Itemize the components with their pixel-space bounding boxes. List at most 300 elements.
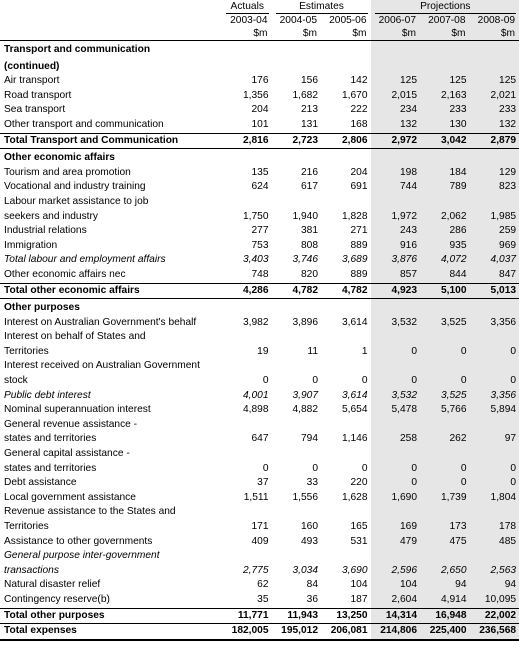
value-cell: 0: [420, 345, 470, 360]
value-cell: 409: [251, 535, 269, 547]
value-cell: 3,525: [420, 389, 470, 404]
subtotal-row: [0, 283, 519, 299]
value-cell: 10,095: [470, 593, 519, 608]
unit-header: $m: [371, 27, 421, 41]
value-cell: 214,806: [371, 624, 421, 640]
value-cell: 2,775: [243, 564, 269, 576]
row-label: Tourism and area promotion: [4, 166, 131, 178]
value-cell: 173: [420, 520, 470, 535]
value-cell: 2,604: [371, 593, 421, 608]
row-label: Assistance to other governments: [4, 535, 153, 547]
row-label: Sea transport: [4, 104, 66, 116]
value-cell: 11,771: [222, 608, 272, 624]
table-row: [0, 476, 519, 491]
value-cell: 13,250: [321, 608, 371, 624]
table-row: [0, 239, 519, 254]
row-label: Revenue assistance to the States and: [4, 506, 176, 518]
value-cell: 125: [420, 74, 470, 89]
value-cell: 101: [251, 118, 269, 130]
table-row: [0, 195, 519, 210]
row-label: states and territories: [4, 462, 97, 474]
header-group-estimates: Estimates: [272, 0, 371, 14]
value-cell: 160: [301, 521, 318, 532]
value-cell: 198: [371, 166, 421, 181]
value-cell: 4,923: [371, 283, 421, 299]
value-cell: 204: [350, 166, 368, 178]
value-cell: [420, 505, 470, 520]
row-label: Public debt interest: [4, 389, 91, 401]
table-row: [0, 345, 519, 360]
year-header: 2003-04: [230, 15, 268, 26]
table-row: [0, 359, 519, 374]
unit-header: $m: [470, 27, 519, 41]
value-cell: 259: [470, 224, 519, 239]
value-cell: 125: [470, 74, 519, 89]
value-cell: 104: [350, 579, 368, 591]
header-units-row: [0, 27, 519, 41]
value-cell: 3,356: [470, 316, 519, 331]
value-cell: 647: [251, 433, 269, 445]
value-cell: 2,021: [470, 89, 519, 104]
table-header: [0, 0, 519, 41]
value-cell: 0: [470, 476, 519, 491]
value-cell: 129: [470, 166, 519, 181]
table-row: [0, 374, 519, 389]
value-cell: 5,013: [470, 283, 519, 299]
value-cell: 820: [301, 268, 318, 280]
value-cell: 187: [350, 593, 368, 605]
value-cell: 84: [306, 579, 318, 591]
value-cell: 2,015: [371, 89, 421, 104]
value-cell: 233: [470, 103, 519, 118]
value-cell: 857: [371, 268, 421, 283]
value-cell: [272, 549, 322, 564]
value-cell: 935: [420, 239, 470, 254]
value-cell: [371, 195, 421, 210]
row-label: states and territories: [4, 433, 97, 445]
value-cell: 1,682: [292, 89, 318, 101]
value-cell: 0: [470, 462, 519, 477]
value-cell: 286: [420, 224, 470, 239]
value-cell: [321, 359, 371, 374]
table-row: [0, 505, 519, 520]
value-cell: [222, 58, 272, 75]
value-cell: 2,879: [470, 133, 519, 149]
table-row: [0, 462, 519, 477]
section-heading-row: [0, 299, 519, 316]
value-cell: 3,614: [342, 316, 368, 328]
value-cell: [371, 549, 421, 564]
value-cell: [371, 447, 421, 462]
table-row: [0, 253, 519, 268]
row-label: Local government assistance: [4, 491, 136, 503]
value-cell: 0: [420, 476, 470, 491]
value-cell: 1,940: [292, 210, 318, 222]
value-cell: 531: [350, 535, 368, 547]
value-cell: [321, 149, 371, 166]
value-cell: [420, 418, 470, 433]
unit-header: $m: [222, 27, 272, 41]
value-cell: 178: [470, 520, 519, 535]
value-cell: 789: [420, 180, 470, 195]
table-row: [0, 578, 519, 593]
value-cell: 808: [301, 239, 318, 251]
section-heading-row: [0, 58, 519, 75]
value-cell: 4,898: [243, 404, 269, 416]
value-cell: 171: [251, 521, 269, 532]
value-cell: 206,081: [321, 624, 371, 640]
value-cell: 0: [371, 345, 421, 360]
subtotal-row: [0, 608, 519, 624]
row-label: stock: [4, 375, 28, 387]
value-cell: 2,563: [470, 564, 519, 579]
value-cell: 4,037: [470, 253, 519, 268]
year-header: 2005-06: [329, 15, 367, 26]
value-cell: 624: [251, 181, 269, 193]
value-cell: 0: [262, 462, 269, 474]
subtotal-row: [0, 133, 519, 149]
value-cell: [371, 359, 421, 374]
value-cell: 748: [251, 268, 269, 280]
value-cell: 0: [420, 374, 470, 389]
value-cell: 204: [251, 104, 269, 116]
value-cell: [420, 447, 470, 462]
row-label: General capital assistance -: [4, 448, 130, 460]
section-heading-row: [0, 41, 519, 58]
value-cell: 216: [301, 166, 318, 178]
row-label: Vocational and industry training: [4, 181, 146, 193]
row-label: Immigration: [4, 239, 58, 251]
value-cell: 1,670: [342, 89, 368, 101]
unit-header: $m: [272, 27, 322, 41]
row-label: Territories: [4, 345, 49, 357]
value-cell: 916: [371, 239, 421, 254]
value-cell: [222, 549, 272, 564]
value-cell: 22,002: [470, 608, 519, 624]
value-cell: 169: [371, 520, 421, 535]
value-cell: 691: [350, 181, 368, 193]
value-cell: 844: [420, 268, 470, 283]
value-cell: 1,804: [470, 491, 519, 506]
value-cell: 36: [306, 593, 318, 605]
table-row: [0, 224, 519, 239]
table-row: [0, 535, 519, 550]
table-row: [0, 564, 519, 579]
unit-header: $m: [321, 27, 371, 41]
value-cell: 258: [371, 432, 421, 447]
value-cell: 271: [350, 225, 368, 237]
value-cell: [420, 195, 470, 210]
row-label: Industrial relations: [4, 225, 87, 237]
value-cell: [222, 299, 272, 316]
unit-header: $m: [420, 27, 470, 41]
header-groups-row: [0, 0, 519, 14]
value-cell: 1,556: [292, 491, 318, 503]
table-row: [0, 432, 519, 447]
value-cell: [272, 149, 322, 166]
value-cell: 125: [371, 74, 421, 89]
value-cell: 1,828: [342, 210, 368, 222]
row-label: Nominal superannuation interest: [4, 404, 151, 416]
value-cell: [470, 418, 519, 433]
value-cell: [420, 58, 470, 75]
value-cell: [272, 58, 322, 75]
value-cell: 135: [251, 166, 269, 178]
value-cell: 220: [350, 477, 368, 489]
value-cell: 176: [251, 75, 269, 87]
table-row: [0, 210, 519, 225]
value-cell: 0: [420, 462, 470, 477]
value-cell: 969: [470, 239, 519, 254]
value-cell: 2,723: [272, 133, 322, 149]
table-row: [0, 418, 519, 433]
value-cell: 1,750: [243, 210, 269, 222]
value-cell: 5,894: [470, 403, 519, 418]
value-cell: 130: [420, 118, 470, 133]
value-cell: 0: [470, 345, 519, 360]
value-cell: [222, 447, 272, 462]
value-cell: 277: [251, 225, 269, 237]
header-group-projections: Projections: [371, 0, 519, 14]
row-label: Debt assistance: [4, 477, 77, 489]
value-cell: 794: [301, 433, 318, 445]
section-heading-row: [0, 149, 519, 166]
value-cell: 262: [420, 432, 470, 447]
year-header: 2007-08: [420, 14, 470, 27]
value-cell: 243: [371, 224, 421, 239]
value-cell: 3,034: [292, 564, 318, 576]
value-cell: 3,042: [420, 133, 470, 149]
row-label: Total other economic affairs: [0, 283, 222, 299]
value-cell: 2,163: [420, 89, 470, 104]
value-cell: 493: [301, 535, 318, 547]
value-cell: 0: [262, 375, 269, 387]
value-cell: 4,782: [272, 283, 322, 299]
value-cell: [371, 418, 421, 433]
value-cell: 104: [371, 578, 421, 593]
table-row: [0, 268, 519, 283]
value-cell: [470, 505, 519, 520]
value-cell: [321, 58, 371, 75]
value-cell: 131: [301, 118, 318, 130]
value-cell: 5,766: [420, 403, 470, 418]
value-cell: 2,806: [321, 133, 371, 149]
value-cell: 16,948: [420, 608, 470, 624]
value-cell: [470, 149, 519, 166]
value-cell: 847: [470, 268, 519, 283]
value-cell: [272, 359, 322, 374]
value-cell: 5,100: [420, 283, 470, 299]
value-cell: [272, 418, 322, 433]
value-cell: 14,314: [371, 608, 421, 624]
row-label: Other economic affairs nec: [4, 268, 126, 280]
value-cell: [371, 330, 421, 345]
value-cell: 4,782: [321, 283, 371, 299]
value-cell: [222, 41, 272, 58]
row-label: Interest on Australian Government's behalf: [4, 316, 197, 328]
table-row: [0, 180, 519, 195]
row-label: Total labour and employment affairs: [4, 254, 166, 266]
row-label: Air transport: [4, 75, 60, 87]
value-cell: 94: [420, 578, 470, 593]
table-row: [0, 103, 519, 118]
value-cell: [420, 359, 470, 374]
value-cell: 744: [371, 180, 421, 195]
value-cell: 0: [361, 375, 368, 387]
table-row: [0, 330, 519, 345]
value-cell: 94: [470, 578, 519, 593]
value-cell: [272, 505, 322, 520]
value-cell: [470, 330, 519, 345]
value-cell: 475: [420, 535, 470, 550]
row-label: Natural disaster relief: [4, 579, 101, 591]
table-row: [0, 593, 519, 608]
value-cell: 3,403: [243, 254, 269, 266]
table-row: [0, 74, 519, 89]
value-cell: 3,907: [292, 389, 318, 401]
table-row: [0, 520, 519, 535]
value-cell: 4,001: [243, 389, 269, 401]
value-cell: 132: [470, 118, 519, 133]
value-cell: 182,005: [222, 624, 272, 640]
value-cell: 381: [301, 225, 318, 237]
value-cell: 4,882: [292, 404, 318, 416]
table-row: [0, 447, 519, 462]
table-row: [0, 491, 519, 506]
value-cell: [222, 149, 272, 166]
value-cell: 1,628: [342, 491, 368, 503]
value-cell: [371, 505, 421, 520]
value-cell: [321, 418, 371, 433]
value-cell: 2,650: [420, 564, 470, 579]
value-cell: 62: [257, 579, 269, 591]
value-cell: 889: [350, 268, 368, 280]
value-cell: [420, 149, 470, 166]
value-cell: 3,689: [342, 254, 368, 266]
value-cell: 753: [251, 239, 269, 251]
row-label: Road transport: [4, 89, 72, 101]
row-label: Interest on behalf of States and: [4, 331, 146, 343]
row-label: Labour market assistance to job: [4, 195, 149, 207]
value-cell: 2,062: [420, 210, 470, 225]
year-header: 2006-07: [371, 14, 421, 27]
value-cell: 37: [257, 477, 269, 489]
value-cell: [272, 195, 322, 210]
value-cell: 479: [371, 535, 421, 550]
value-cell: 2,972: [371, 133, 421, 149]
row-label: seekers and industry: [4, 210, 99, 222]
value-cell: [470, 447, 519, 462]
value-cell: [321, 299, 371, 316]
value-cell: [371, 41, 421, 58]
value-cell: 3,532: [371, 316, 421, 331]
value-cell: [371, 299, 421, 316]
table-row: [0, 166, 519, 181]
row-label: Territories: [4, 521, 49, 532]
value-cell: 213: [301, 104, 318, 116]
value-cell: 142: [350, 75, 368, 87]
row-label: Other economic affairs: [4, 152, 115, 164]
value-cell: 3,982: [243, 316, 269, 328]
row-label: Total other purposes: [0, 608, 222, 624]
value-cell: 1,511: [243, 491, 269, 503]
value-cell: 33: [306, 477, 318, 489]
value-cell: [470, 195, 519, 210]
table-row: [0, 89, 519, 104]
value-cell: [420, 41, 470, 58]
value-cell: [321, 505, 371, 520]
value-cell: [470, 299, 519, 316]
value-cell: [272, 41, 322, 58]
value-cell: 3,690: [342, 564, 368, 576]
value-cell: 184: [420, 166, 470, 181]
value-cell: 1,146: [342, 433, 368, 445]
value-cell: 1,690: [371, 491, 421, 506]
value-cell: 5,478: [371, 403, 421, 418]
value-cell: 3,532: [371, 389, 421, 404]
year-header: 2008-09: [470, 14, 519, 27]
row-label: transactions: [4, 564, 59, 576]
value-cell: 35: [257, 593, 269, 605]
row-label: Total expenses: [0, 624, 222, 640]
value-cell: 4,072: [420, 253, 470, 268]
table-row: [0, 118, 519, 133]
value-cell: 168: [350, 118, 368, 130]
value-cell: 234: [371, 103, 421, 118]
row-label: (continued): [4, 60, 60, 72]
value-cell: 5,654: [342, 404, 368, 416]
value-cell: [222, 505, 272, 520]
value-cell: [222, 359, 272, 374]
row-label: Other purposes: [4, 302, 80, 314]
value-cell: [470, 549, 519, 564]
value-cell: 1,356: [243, 89, 269, 101]
row-label: General revenue assistance -: [4, 418, 138, 430]
value-cell: 0: [371, 462, 421, 477]
value-cell: 0: [371, 374, 421, 389]
value-cell: [222, 195, 272, 210]
row-label: General purpose inter-government: [4, 550, 160, 562]
table-body: [0, 41, 519, 640]
value-cell: 195,012: [272, 624, 322, 640]
value-cell: 2,816: [222, 133, 272, 149]
value-cell: 0: [361, 462, 368, 474]
value-cell: 222: [350, 104, 368, 116]
value-cell: 4,914: [420, 593, 470, 608]
value-cell: [321, 330, 371, 345]
value-cell: 0: [470, 374, 519, 389]
value-cell: 3,746: [292, 254, 318, 266]
value-cell: [321, 41, 371, 58]
value-cell: 1,972: [371, 210, 421, 225]
value-cell: 485: [470, 535, 519, 550]
value-cell: [272, 330, 322, 345]
value-cell: 19: [257, 345, 269, 357]
table-row: [0, 316, 519, 331]
table-row: [0, 403, 519, 418]
table-row: [0, 549, 519, 564]
value-cell: [321, 195, 371, 210]
value-cell: 0: [312, 462, 318, 474]
value-cell: [420, 549, 470, 564]
value-cell: 889: [350, 239, 368, 251]
value-cell: [420, 299, 470, 316]
value-cell: [470, 359, 519, 374]
value-cell: 236,568: [470, 624, 519, 640]
header-years-row: [0, 14, 519, 27]
value-cell: [470, 41, 519, 58]
grand-total-row: [0, 624, 519, 640]
